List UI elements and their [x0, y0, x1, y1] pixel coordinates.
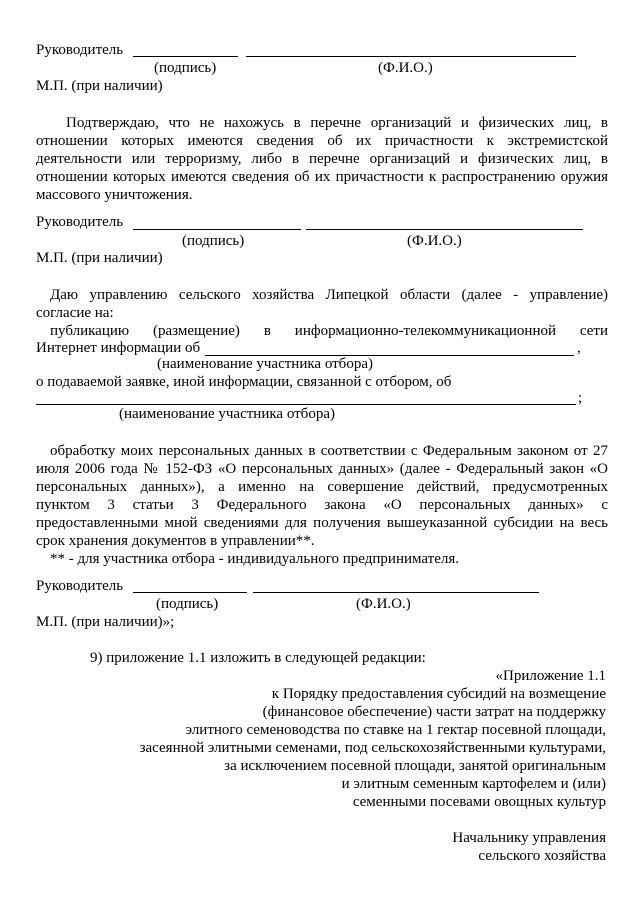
personal-line-3: персональных данных»), а именно на совершение действий, предусмотренных	[36, 479, 608, 495]
confirm-line-4: отношении которых имеются сведения об их причастности к распространению оружия	[36, 169, 608, 185]
appendix-line-6: за исключением посевной площади, занятой оригинальным	[224, 758, 606, 774]
personal-line-6: срок хранения документов в управлении**.	[36, 533, 315, 549]
consent-participant-line-2	[36, 404, 576, 405]
appendix-line-1: «Приложение 1.1	[495, 668, 606, 684]
personal-footnote: ** - для участника отбора - индивидуального предпринимателя.	[50, 551, 460, 567]
consent-line-1: Даю управлению сельского хозяйства Липецкой области (далее - управление)	[50, 287, 608, 303]
sig1-label: Руководитель	[36, 42, 124, 58]
sig3-sign-caption: (подпись)	[156, 596, 219, 612]
appendix-line-4: элитного семеноводства по ставке на 1 гектар посевной площади,	[185, 722, 606, 738]
sig2-mp: М.П. (при наличии)	[36, 250, 163, 266]
personal-line-4: пунктом 3 статьи 3 Федерального закона «О персональных данных» с	[36, 497, 608, 513]
appendix-line-5: засеянной элитными семенами, под сельскохозяйственными культурами,	[139, 740, 606, 756]
sig2-label: Руководитель	[36, 214, 124, 230]
consent-line-2: согласие на:	[36, 305, 114, 321]
sig1-fio-caption: (Ф.И.О.)	[378, 60, 433, 76]
sig2-fio-line	[306, 229, 583, 230]
sig1-mp: М.П. (при наличии)	[36, 78, 163, 94]
consent-caption-1: (наименование участника отбора)	[157, 356, 373, 372]
sig3-fio-line	[253, 592, 539, 593]
sig2-sign-line	[133, 229, 301, 230]
sig1-fio-line	[246, 56, 576, 57]
addressee-line-1: Начальнику управления	[452, 830, 606, 846]
confirm-line-1: Подтверждаю, что не нахожусь в перечне организаций и физических лиц, в	[66, 115, 608, 131]
consent-line-6-end: ;	[578, 390, 583, 406]
sig3-label: Руководитель	[36, 578, 124, 594]
sig3-sign-line	[133, 592, 247, 593]
sig2-sign-caption: (подпись)	[182, 233, 245, 249]
addressee-line-2: сельского хозяйства	[478, 848, 606, 864]
consent-line-4: Интернет информации об	[36, 340, 201, 356]
appendix-line-8: семенными посевами овощных культур	[352, 794, 606, 810]
confirm-line-2: отношении которых имеются сведения об их причастности к экстремистской	[36, 133, 608, 149]
appendix-line-3: (финансовое обеспечение) части затрат на поддержку	[262, 704, 606, 720]
sig1-sign-caption: (подпись)	[154, 60, 217, 76]
sig2-fio-caption: (Ф.И.О.)	[407, 233, 462, 249]
personal-line-2: июля 2006 года № 152-ФЗ «О персональных данных» (далее - Федеральный закон «О	[36, 461, 608, 477]
confirm-line-3: деятельности или терроризму, либо в перечне организаций и физических лиц, в	[36, 151, 608, 167]
appendix-line-2: к Порядку предоставления субсидий на возмещение	[271, 686, 606, 702]
appendix-line-7: и элитным семенным картофелем и (или)	[341, 776, 606, 792]
sig3-mp: М.П. (при наличии)»;	[36, 614, 175, 630]
consent-caption-2: (наименование участника отбора)	[119, 406, 335, 422]
consent-line-3: публикацию (размещение) в информационно-телекоммуникационной сети	[50, 323, 608, 339]
personal-line-5: предоставленными мной сведениями для получения вышеуказанной субсидии на весь	[36, 515, 608, 531]
consent-line-4-end: ,	[577, 340, 581, 356]
item-9: 9) приложение 1.1 изложить в следующей редакции:	[90, 650, 426, 666]
sig1-sign-line	[133, 56, 238, 57]
sig3-fio-caption: (Ф.И.О.)	[356, 596, 411, 612]
personal-line-1: обработку моих персональных данных в соответствии с Федеральным законом от 27	[50, 443, 608, 459]
consent-line-5: о подаваемой заявке, иной информации, связанной с отбором, об	[36, 374, 452, 390]
confirm-line-5: массового уничтожения.	[36, 187, 193, 203]
